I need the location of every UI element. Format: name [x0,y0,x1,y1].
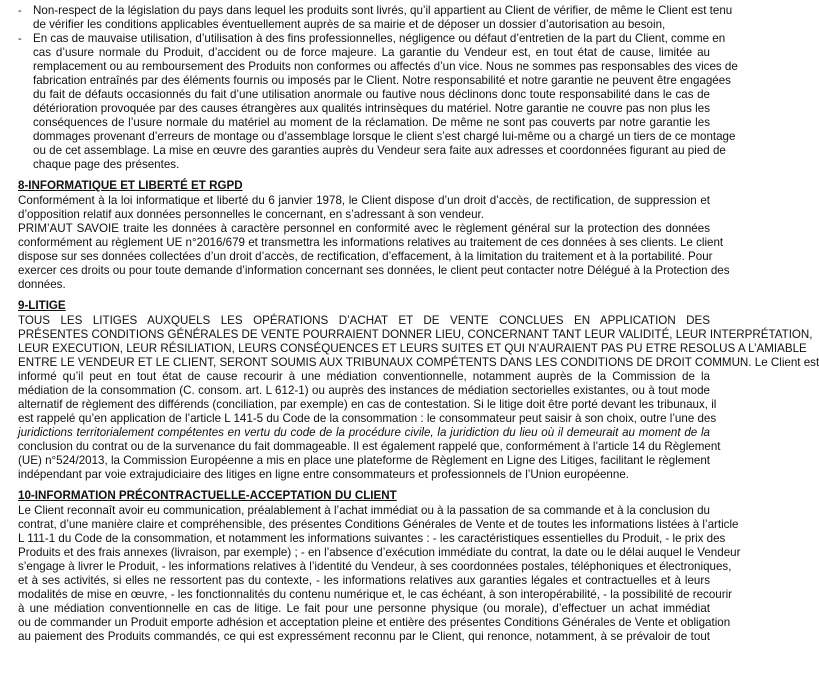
paragraph-line: ou de commander un Produit emporte adhésion et acceptation pleine et entière des présentes Conditions Générales de Vente et obligation [18,616,731,629]
list-bullet: - [18,5,22,17]
paragraph-line: contrat, d’une manière claire et compréhensible, des présentes Conditions Générales de Vente et de toutes les informations listées à l’article [18,518,739,531]
paragraph-line: ENTRE LE VENDEUR ET LE CLIENT, SERONT SOUMIS AUX TRIBUNAUX COMPÉTENTS DANS LES CONDITIONS DE DROIT COMMUN. Le Client est [18,356,819,369]
paragraph-line: TOUS LES LITIGES AUXQUELS LES OPÉRATIONS D’ACHAT ET DE VENTE CONCLUES EN APPLICATION DES [18,314,710,327]
paragraph-line: est rappelé qu’en application de l’article L 141-5 du Code de la consommation : le consommateur peut saisir à son choix, outre l’une des [18,412,717,425]
paragraph-line: à une médiation conventionnelle en cas de litige. Le fait pour une personne physique (ou morale), d’effectuer un achat immédiat [18,602,710,615]
paragraph-line: indépendant par voie extrajudiciaire des litiges en ligne entre consommateurs et professionnels de l’Union européenne. [18,468,629,481]
section-heading-information-precontractuelle: 10-INFORMATION PRÉCONTRACTUELLE-ACCEPTATION DU CLIENT [18,489,397,502]
paragraph-line: conclusion du contrat ou de la survenance du fait dommageable. Il est également rappelé que, conformément à l’article 14 du Règlement [18,440,721,453]
paragraph-line: de vérifier les conditions applicables éventuellement auprès de sa mairie et de déposer un dossier d’autorisation au besoin, [33,18,666,31]
paragraph-line: chaque page des présentes. [33,158,180,171]
paragraph-line: cas d’usure normale du Produit, d’accident ou de force majeure. La garantie du Vendeur est, en tout état de cause, limitée au [33,46,710,59]
paragraph-line: conformément au règlement UE n°2016/679 et transmettra les informations relatives au traitement de ces données à ses clients. Le client [18,236,724,249]
paragraph-line: (UE) n°524/2013, la Commission Européenne a mis en place une plateforme de Règlement en Ligne des Litiges, facilitant le règlement [18,454,710,467]
paragraph-line: PRIM’AUT SAVOIE traite les données à caractère personnel en conformité avec le règlement général sur la protection des données [18,222,710,235]
paragraph-line: ou de cet assemblage. La mise en œuvre des garanties auprès du Vendeur sera faite aux adresses et coordonnées figurant au pied de [33,144,726,157]
paragraph-line: Conformément à la loi informatique et liberté du 6 janvier 1978, le Client dispose d’un droit d’accès, de rectification, de suppression et [18,194,710,207]
paragraph-line: Le Client reconnaît avoir eu communication, préalablement à l’achat immédiat ou à la passation de sa commande et à la conclusion du [18,504,710,517]
paragraph-line: données. [18,278,66,291]
paragraph-line: PRÉSENTES CONDITIONS GÉNÉRALES DE VENTE POURRAIENT DONNER LIEU, CONCERNANT TANT LEUR VALIDITÉ, LEUR INTERPRÉTATION, [18,328,813,341]
paragraph-line: s’engage à livrer le Produit, - les informations relatives à l’identité du Vendeur, à ses coordonnées postales, téléphoniques et électroniques, [18,560,732,573]
paragraph-line: modalités de mise en œuvre, - les fonctionnalités du contenu numérique et, le cas échéant, à son interopérabilité, - la possibilité de recourir [18,588,733,601]
paragraph-line: Non-respect de la législation du pays dans lequel les produits sont livrés, qu’il appartient au Client de vérifier, de même le Client est tenu [33,4,733,17]
paragraph-line: L 111-1 du Code de la consommation, et notamment les informations suivantes : - les caractéristiques essentielles du Produit, - le prix des [18,532,726,545]
paragraph-line: conséquences de l’usure normale du matériel au moment de la réclamation. De même ne sont pas couverts par notre garantie les [33,116,710,129]
paragraph-line: d’opposition relatif aux données personnelles le concernant, en s’adressant à son vendeur. [18,208,484,221]
list-bullet: - [18,33,22,45]
paragraph-line: détérioration provoquée par des causes étrangères aux qualités intrinsèques du matériel. Notre garantie ne couvre pas non plus les [33,102,710,115]
paragraph-line: du fait de défauts occasionnés du fait d’une utilisation anormale ou fautive nous déclinons donc toute responsabilité dans le cas de [33,88,710,101]
paragraph-line: dommages provenant d’erreurs de montage ou d’assemblage lorsque le client s’est chargé lui-même ou a chargé un tiers de ce montage [33,130,736,143]
paragraph-line: LEUR EXECUTION, LEUR RÉSILIATION, LEURS CONSÉQUENCES ET LEURS SUITES ET QUI N’AURAIENT PAS PU ETRE RESOLUS A L’AMIABLE [18,342,807,355]
paragraph-line: au paiement des Produits commandés, ce qui est expressément reconnu par le Client, qui renonce, notamment, à se prévaloir de tout [18,630,710,643]
paragraph-line: En cas de mauvaise utilisation, d’utilisation à des fins professionnelles, négligence ou défaut d’entretien de la part du Client, comme en [33,32,726,45]
paragraph-line: fabrication entraînés par des éléments fournis ou imposés par le Client. Notre responsabilité et notre garantie ne peuvent être engagées [33,74,731,87]
paragraph-line: et à ses activités, si elles ne ressortent pas du contexte, - les informations relatives aux garanties légales et contractuelles et à leurs [18,574,710,587]
paragraph-line: dispose sur ses données collectées d’un droit d’accès, de rectification, d’effacement, à la limitation du traitement et à la portabilité. Pour [18,250,713,263]
paragraph-line: alternatif de règlement des différends (conciliation, par exemple) en cas de contestation. Si le litige doit être porté devant les tribunaux, il [18,398,717,411]
paragraph-line: remplacement ou au remboursement des Produits non conformes ou affectés d’un vice. Nous ne sommes pas responsables des vices de [33,60,738,73]
paragraph-line: informé qu’il peut en tout état de cause recourir à une médiation conventionnelle, notamment auprès de la Commission de la [18,370,710,383]
paragraph-line: Produits et des frais annexes (livraison, par exemple) ; - en l’absence d’exécution immédiate du contrat, la date ou le délai auquel le Vendeur [18,546,741,559]
paragraph-line: exercer ces droits ou pour toute demande d’information concernant ses données, le client peut contacter notre Délégué à la Protection des [18,264,730,277]
paragraph-line: juridictions territorialement compétentes en vertu du code de la procédure civile, la juridiction du lieu où il demeurait au moment de la [18,426,710,439]
paragraph-line: médiation de la consommation (C. consom. art. L 612-1) ou auprès des instances de médiation sectorielles existantes, ou à tout mode [18,384,710,397]
section-heading-litige: 9-LITIGE [18,299,66,312]
section-heading-informatique: 8-INFORMATIQUE ET LIBERTÉ ET RGPD [18,179,243,192]
